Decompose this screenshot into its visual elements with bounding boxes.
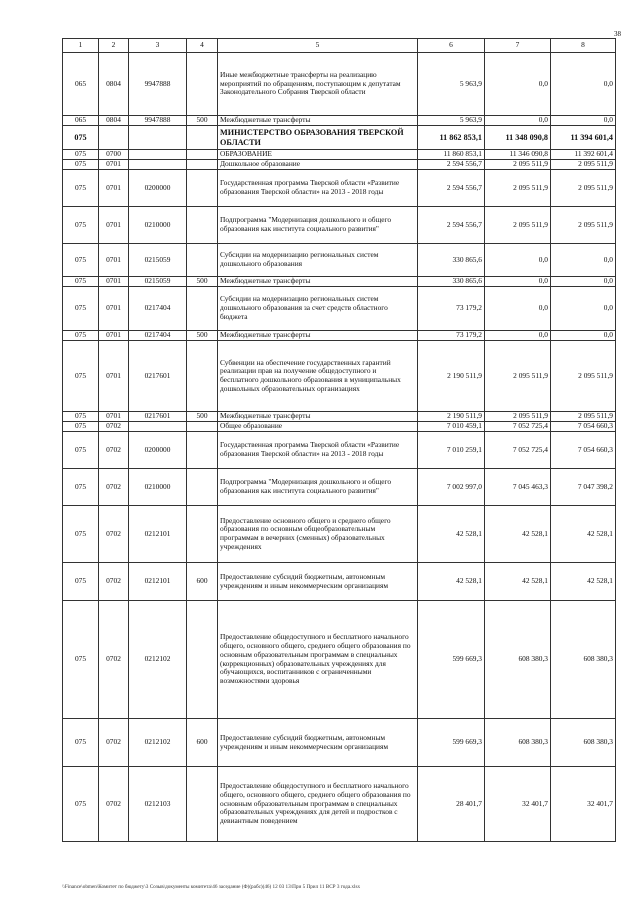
cell-code-expense-type: 500 <box>187 277 218 287</box>
cell-amount-1: 599 669,3 <box>418 601 485 719</box>
cell-amount-2: 11 348 090,8 <box>485 126 551 150</box>
cell-code-article: 0215059 <box>129 244 187 277</box>
cell-amount-3: 2 095 511,9 <box>551 412 616 422</box>
cell-amount-3: 0,0 <box>551 244 616 277</box>
cell-code-ministry: 075 <box>63 277 99 287</box>
cell-name: Межбюджетные трансферты <box>218 277 418 287</box>
file-path-footer: \\Finance\obmen\Комитет по бюджету\3 Созыв\документы комитета\46 заседание (Ф)(рабс)(46) 12 03 13\При 5 Прил 11 ВСР 3 года.xlsx <box>62 884 361 890</box>
cell-name: Общее образование <box>218 422 418 432</box>
cell-amount-3: 0,0 <box>551 277 616 287</box>
cell-amount-1: 2 594 556,7 <box>418 160 485 170</box>
cell-code-section: 0700 <box>99 150 129 160</box>
cell-amount-2: 0,0 <box>485 244 551 277</box>
cell-code-expense-type <box>187 126 218 150</box>
cell-amount-2: 11 346 090,8 <box>485 150 551 160</box>
table-row <box>63 432 616 469</box>
cell-code-section: 0804 <box>99 116 129 126</box>
cell-code-article: 0200000 <box>129 170 187 207</box>
cell-amount-3: 608 380,3 <box>551 601 616 719</box>
cell-code-article: 0210000 <box>129 207 187 244</box>
cell-name: Субвенции на обеспечение государственных гарантий реализации прав на получение общедоступного и бесплатного дошкольного образования в муниципальных дошкольных образовательных организациях <box>218 341 418 412</box>
cell-amount-3: 0,0 <box>551 53 616 116</box>
cell-code-article: 0212102 <box>129 719 187 767</box>
cell-code-expense-type: 600 <box>187 719 218 767</box>
cell-amount-2: 0,0 <box>485 116 551 126</box>
table-row <box>63 150 616 160</box>
cell-code-article: 0212103 <box>129 767 187 842</box>
cell-amount-2: 42 528,1 <box>485 506 551 563</box>
table-row <box>63 244 616 277</box>
cell-amount-3: 7 047 398,2 <box>551 469 616 506</box>
cell-amount-2: 608 380,3 <box>485 601 551 719</box>
cell-code-section: 0702 <box>99 563 129 601</box>
cell-code-article: 0210000 <box>129 469 187 506</box>
cell-code-ministry: 075 <box>63 160 99 170</box>
cell-code-article: 9947888 <box>129 116 187 126</box>
cell-amount-1: 330 865,6 <box>418 277 485 287</box>
table-row <box>63 331 616 341</box>
cell-code-ministry: 075 <box>63 287 99 331</box>
cell-amount-3: 2 095 511,9 <box>551 160 616 170</box>
cell-code-article: 0217404 <box>129 331 187 341</box>
cell-name: Предоставление основного общего и среднего общего образования по основным общеобразовательным программам в вечерних (сменных) образовательных учреждениях <box>218 506 418 563</box>
cell-code-ministry: 075 <box>63 331 99 341</box>
cell-name: Государственная программа Тверской области «Развитие образования Тверской области» на 2013 - 2018 годы <box>218 432 418 469</box>
cell-name: Предоставление общедоступного и бесплатного начального общего, основного общего, среднего общего образования по основным образовательным программам в специальных образовательных учреждениях для детей и подростков с девиантным поведением <box>218 767 418 842</box>
cell-code-section: 0702 <box>99 506 129 563</box>
cell-amount-3: 2 095 511,9 <box>551 170 616 207</box>
cell-amount-3: 42 528,1 <box>551 506 616 563</box>
column-header: 1 <box>63 39 99 53</box>
column-header: 5 <box>218 39 418 53</box>
cell-name: Межбюджетные трансферты <box>218 331 418 341</box>
cell-code-ministry: 075 <box>63 469 99 506</box>
table-row <box>63 341 616 412</box>
cell-amount-3: 2 095 511,9 <box>551 207 616 244</box>
cell-amount-2: 2 095 511,9 <box>485 412 551 422</box>
table-row <box>63 563 616 601</box>
cell-amount-2: 42 528,1 <box>485 563 551 601</box>
cell-code-article: 0217601 <box>129 341 187 412</box>
cell-amount-3: 7 054 660,3 <box>551 432 616 469</box>
cell-amount-1: 5 963,9 <box>418 116 485 126</box>
cell-code-ministry: 075 <box>63 341 99 412</box>
cell-code-ministry: 075 <box>63 506 99 563</box>
cell-code-section: 0701 <box>99 412 129 422</box>
cell-name: МИНИСТЕРСТВО ОБРАЗОВАНИЯ ТВЕРСКОЙ ОБЛАСТИ <box>218 126 418 150</box>
cell-amount-1: 599 669,3 <box>418 719 485 767</box>
cell-code-section <box>99 126 129 150</box>
cell-amount-1: 73 179,2 <box>418 287 485 331</box>
cell-amount-3: 2 095 511,9 <box>551 341 616 412</box>
table-row <box>63 767 616 842</box>
cell-amount-1: 42 528,1 <box>418 563 485 601</box>
cell-name: Государственная программа Тверской области «Развитие образования Тверской области» на 2013 - 2018 годы <box>218 170 418 207</box>
cell-amount-2: 32 401,7 <box>485 767 551 842</box>
cell-code-ministry: 075 <box>63 422 99 432</box>
cell-code-section: 0702 <box>99 719 129 767</box>
column-header: 4 <box>187 39 218 53</box>
cell-name: Предоставление субсидий бюджетным, автономным учреждениям и иным некоммерческим организациям <box>218 719 418 767</box>
cell-amount-2: 0,0 <box>485 287 551 331</box>
cell-code-expense-type <box>187 287 218 331</box>
cell-name: ОБРАЗОВАНИЕ <box>218 150 418 160</box>
cell-code-ministry: 075 <box>63 601 99 719</box>
table-row <box>63 719 616 767</box>
cell-code-section: 0701 <box>99 277 129 287</box>
table-row <box>63 412 616 422</box>
cell-name: Субсидии на модернизацию региональных систем дошкольного образования за счет средств областного бюджета <box>218 287 418 331</box>
cell-amount-3: 0,0 <box>551 116 616 126</box>
cell-code-article: 0212101 <box>129 563 187 601</box>
cell-code-ministry: 065 <box>63 116 99 126</box>
cell-amount-3: 0,0 <box>551 287 616 331</box>
cell-code-ministry: 075 <box>63 719 99 767</box>
cell-amount-2: 608 380,3 <box>485 719 551 767</box>
cell-code-section: 0701 <box>99 160 129 170</box>
cell-code-expense-type <box>187 432 218 469</box>
cell-code-article: 0215059 <box>129 277 187 287</box>
cell-amount-1: 11 862 853,1 <box>418 126 485 150</box>
cell-name: Иные межбюджетные трансферты на реализацию мероприятий по обращениям, поступающим к депутатам Законодательного Собрания Тверской области <box>218 53 418 116</box>
cell-amount-1: 2 190 511,9 <box>418 412 485 422</box>
cell-code-article <box>129 150 187 160</box>
header-row <box>63 39 616 53</box>
cell-amount-2: 2 095 511,9 <box>485 207 551 244</box>
cell-amount-1: 73 179,2 <box>418 331 485 341</box>
cell-name: Предоставление общедоступного и бесплатного начального общего, основного общего, среднего общего образования по основным образовательным программам в специальных (коррекционных) образовательных учреждениях для обучающихся, воспитанников с ограниченными возможностями здоровья <box>218 601 418 719</box>
cell-amount-1: 2 594 556,7 <box>418 207 485 244</box>
cell-amount-2: 2 095 511,9 <box>485 160 551 170</box>
cell-amount-1: 7 010 459,1 <box>418 422 485 432</box>
cell-code-ministry: 075 <box>63 244 99 277</box>
cell-code-section: 0701 <box>99 207 129 244</box>
cell-code-section: 0701 <box>99 341 129 412</box>
cell-code-section: 0702 <box>99 469 129 506</box>
cell-code-expense-type: 500 <box>187 412 218 422</box>
cell-amount-2: 7 052 725,4 <box>485 422 551 432</box>
cell-amount-3: 608 380,3 <box>551 719 616 767</box>
cell-code-article: 0217404 <box>129 287 187 331</box>
cell-code-expense-type <box>187 767 218 842</box>
cell-amount-2: 0,0 <box>485 277 551 287</box>
cell-code-expense-type: 500 <box>187 116 218 126</box>
column-header: 3 <box>129 39 187 53</box>
cell-code-expense-type <box>187 341 218 412</box>
cell-code-section: 0702 <box>99 432 129 469</box>
cell-code-expense-type <box>187 160 218 170</box>
cell-code-ministry: 065 <box>63 53 99 116</box>
table-row <box>63 506 616 563</box>
cell-code-expense-type <box>187 469 218 506</box>
table-row <box>63 287 616 331</box>
cell-amount-1: 2 190 511,9 <box>418 341 485 412</box>
cell-code-section: 0702 <box>99 601 129 719</box>
cell-code-expense-type <box>187 170 218 207</box>
cell-amount-2: 0,0 <box>485 53 551 116</box>
cell-amount-1: 7 002 997,0 <box>418 469 485 506</box>
cell-code-ministry: 075 <box>63 126 99 150</box>
column-header: 8 <box>551 39 616 53</box>
cell-name: Подпрограмма "Модернизация дошкольного и общего образования как института социального развития" <box>218 207 418 244</box>
table-row <box>63 277 616 287</box>
table-row <box>63 160 616 170</box>
table-row <box>63 422 616 432</box>
cell-name: Предоставление субсидий бюджетным, автономным учреждениям и иным некоммерческим организациям <box>218 563 418 601</box>
table-row <box>63 116 616 126</box>
cell-code-article: 0200000 <box>129 432 187 469</box>
cell-code-ministry: 075 <box>63 767 99 842</box>
cell-amount-2: 7 045 463,3 <box>485 469 551 506</box>
cell-code-expense-type <box>187 422 218 432</box>
cell-code-section: 0702 <box>99 767 129 842</box>
cell-amount-3: 0,0 <box>551 331 616 341</box>
cell-amount-2: 0,0 <box>485 331 551 341</box>
table-row <box>63 53 616 116</box>
cell-amount-3: 42 528,1 <box>551 563 616 601</box>
cell-code-expense-type <box>187 244 218 277</box>
cell-code-ministry: 075 <box>63 412 99 422</box>
cell-amount-2: 7 052 725,4 <box>485 432 551 469</box>
cell-code-section: 0701 <box>99 244 129 277</box>
cell-name: Субсидии на модернизацию региональных систем дошкольного образования <box>218 244 418 277</box>
cell-amount-3: 7 054 660,3 <box>551 422 616 432</box>
cell-code-article <box>129 422 187 432</box>
cell-amount-1: 2 594 556,7 <box>418 170 485 207</box>
cell-code-section: 0701 <box>99 287 129 331</box>
cell-code-ministry: 075 <box>63 207 99 244</box>
table-row <box>63 469 616 506</box>
table-row <box>63 601 616 719</box>
cell-amount-1: 11 860 853,1 <box>418 150 485 160</box>
cell-name: Межбюджетные трансферты <box>218 116 418 126</box>
page-number: 38 <box>614 30 621 38</box>
cell-code-expense-type: 500 <box>187 331 218 341</box>
cell-code-ministry: 075 <box>63 170 99 207</box>
cell-amount-3: 11 394 601,4 <box>551 126 616 150</box>
cell-code-article <box>129 160 187 170</box>
cell-code-section: 0701 <box>99 331 129 341</box>
cell-amount-1: 28 401,7 <box>418 767 485 842</box>
cell-amount-1: 7 010 259,1 <box>418 432 485 469</box>
cell-code-expense-type <box>187 506 218 563</box>
cell-code-article: 0217601 <box>129 412 187 422</box>
cell-code-expense-type: 600 <box>187 563 218 601</box>
cell-code-ministry: 075 <box>63 432 99 469</box>
column-header: 7 <box>485 39 551 53</box>
cell-amount-3: 32 401,7 <box>551 767 616 842</box>
cell-code-expense-type <box>187 53 218 116</box>
cell-code-article: 0212101 <box>129 506 187 563</box>
cell-amount-2: 2 095 511,9 <box>485 341 551 412</box>
cell-amount-3: 11 392 601,4 <box>551 150 616 160</box>
cell-code-section: 0804 <box>99 53 129 116</box>
table-row <box>63 207 616 244</box>
cell-name: Межбюджетные трансферты <box>218 412 418 422</box>
cell-amount-1: 42 528,1 <box>418 506 485 563</box>
column-header: 6 <box>418 39 485 53</box>
cell-code-expense-type <box>187 207 218 244</box>
cell-code-article <box>129 126 187 150</box>
cell-code-article: 0212102 <box>129 601 187 719</box>
cell-code-section: 0701 <box>99 170 129 207</box>
cell-name: Дошкольное образование <box>218 160 418 170</box>
cell-code-article: 9947888 <box>129 53 187 116</box>
cell-name: Подпрограмма "Модернизация дошкольного и общего образования как института социального развития" <box>218 469 418 506</box>
cell-code-expense-type <box>187 601 218 719</box>
cell-amount-2: 2 095 511,9 <box>485 170 551 207</box>
column-header: 2 <box>99 39 129 53</box>
cell-code-ministry: 075 <box>63 150 99 160</box>
cell-code-section: 0702 <box>99 422 129 432</box>
cell-code-ministry: 075 <box>63 563 99 601</box>
cell-amount-1: 330 865,6 <box>418 244 485 277</box>
cell-code-expense-type <box>187 150 218 160</box>
table-row <box>63 170 616 207</box>
table-row-ministry <box>63 126 616 150</box>
cell-amount-1: 5 963,9 <box>418 53 485 116</box>
budget-table <box>62 38 616 842</box>
